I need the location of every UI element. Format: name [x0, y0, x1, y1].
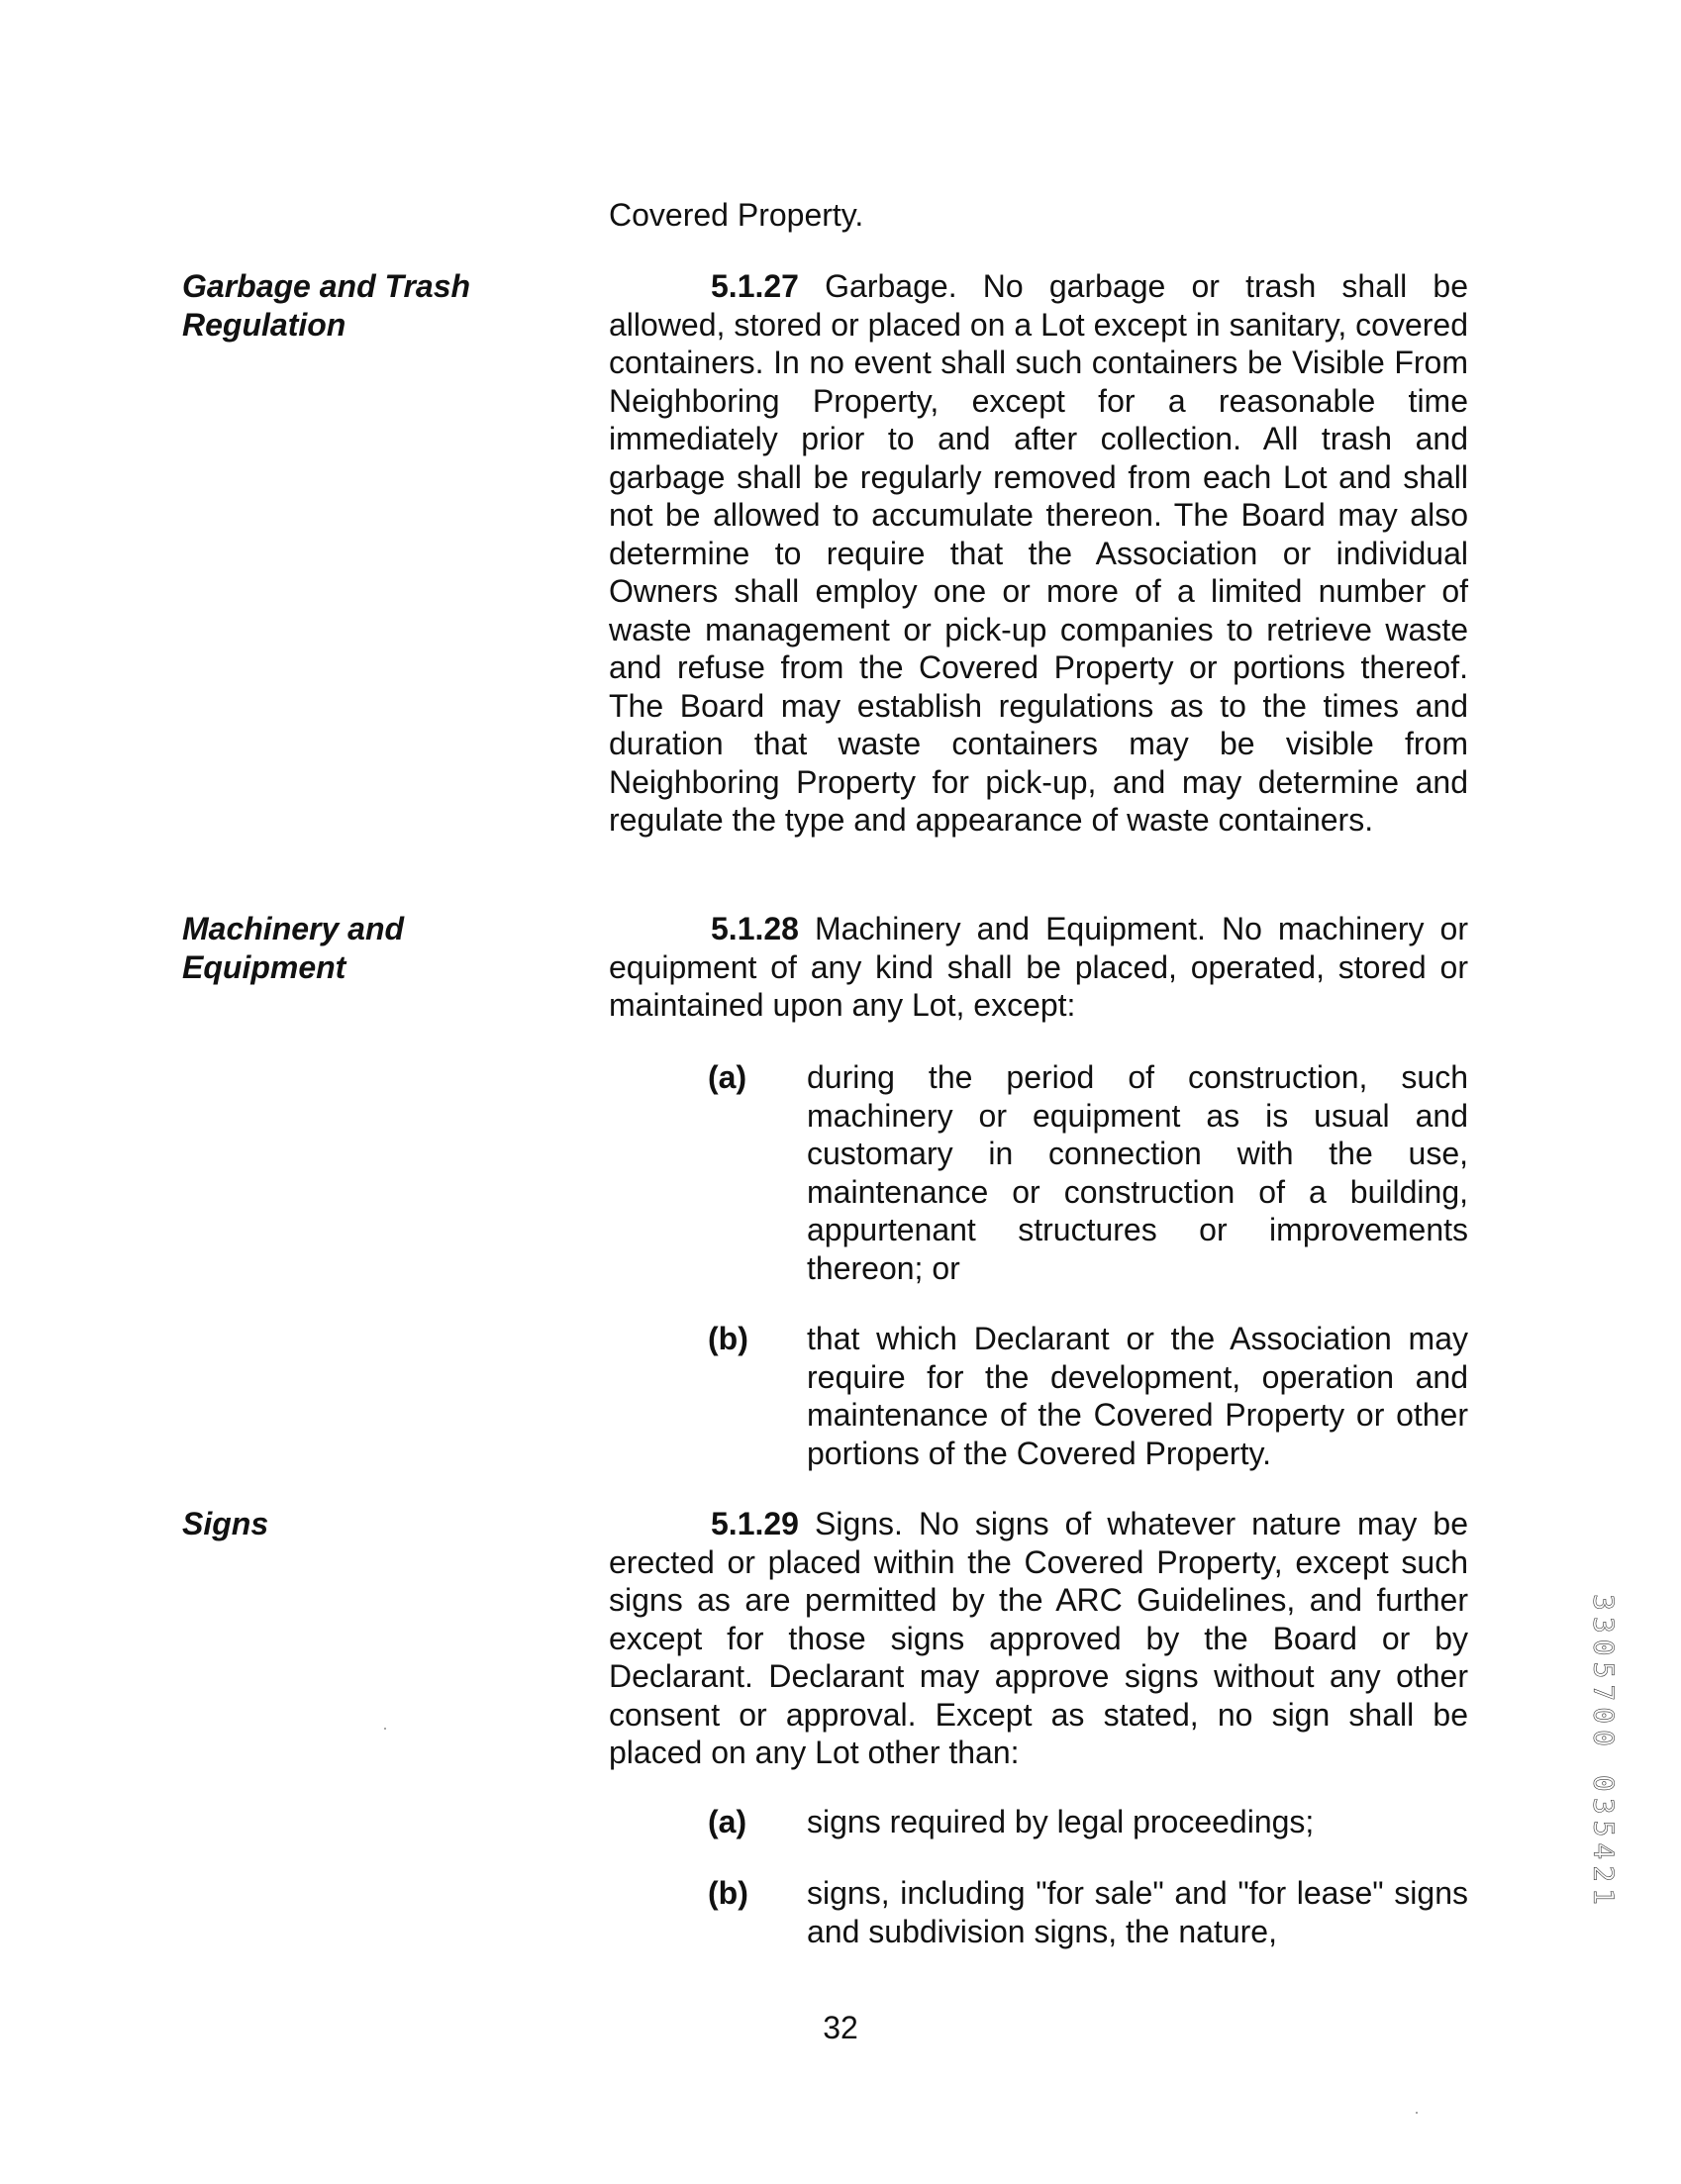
section-number-5-1-28: 5.1.28 [711, 911, 799, 946]
section-5-1-29-text: Signs. No signs of whatever nature may be erected or placed within the Covered Property, except such signs as are permitted by the ARC Guidelines, and further except for those signs approved by the Board or by Declarant. Declarant may approve signs without any other consent or approval. Except as stated, no sign shall be placed on any Lot other than: [609, 1506, 1469, 1770]
section-5-1-28-paragraph [609, 910, 1468, 1025]
machinery-item-b [708, 1320, 1468, 1473]
section-5-1-28-text: Machinery and Equipment. No machinery or equipment of any kind shall be placed, operated, stored or maintained upon any Lot, except: [609, 911, 1468, 1023]
machinery-item-a-label: (a) [708, 1059, 747, 1095]
machinery-item-a-text: during the period of construction, such machinery or equipment as is usual and customary in connection with the use, maintenance or construction of a building, appurtenant structures or improvements thereon; or [807, 1059, 1468, 1286]
scan-speck [1416, 2112, 1418, 2114]
scan-speck [384, 1728, 386, 1730]
page-number: 32 [823, 2010, 858, 2045]
side-heading-signs: Signs [182, 1506, 269, 1541]
signs-item-b-label: (b) [708, 1875, 748, 1911]
signs-item-a-label: (a) [708, 1804, 747, 1839]
side-heading-machinery-line2: Equipment [182, 948, 346, 985]
section-5-1-27-paragraph [609, 267, 1468, 840]
signs-item-a-text: signs required by legal proceedings; [807, 1804, 1315, 1839]
recording-stamp [1584, 1589, 1624, 1916]
section-5-1-29-paragraph [609, 1505, 1468, 1772]
side-heading-garbage [182, 267, 539, 344]
machinery-item-a [708, 1058, 1468, 1288]
section-number-5-1-27: 5.1.27 [711, 268, 799, 304]
side-heading-machinery [182, 910, 539, 986]
recording-stamp-text: 3305700 035421 [1587, 1593, 1621, 1912]
side-heading-garbage-line1: Garbage and Trash [182, 268, 471, 304]
section-5-1-27-text: Garbage. No garbage or trash shall be allowed, stored or placed on a Lot except in sanitary, covered containers. In no event shall such containers be Visible From Neighboring Property, except for a reasonable time immediately prior to and after collection. All trash and garbage shall be regularly removed from each Lot and shall not be allowed to accumulate thereon. The Board may also determine to require that the Association or individual Owners shall employ one or more of a limited number of waste management or pick-up companies to retrieve waste and refuse from the Covered Property or portions thereof. The Board may establish regulations as to the times and duration that waste containers may be visible from Neighboring Property for pick-up, and may determine and regulate the type and appearance of waste containers. [609, 268, 1469, 838]
side-heading-machinery-line1: Machinery and [182, 911, 405, 946]
signs-item-b-text: signs, including "for sale" and "for lease" signs and subdivision signs, the nature, [807, 1875, 1468, 1949]
signs-item-b [708, 1874, 1468, 1951]
signs-item-a [708, 1803, 1468, 1842]
side-heading-garbage-line2: Regulation [182, 306, 346, 343]
machinery-item-b-text: that which Declarant or the Association may require for the development, operation and maintenance of the Covered Property or other portions of the Covered Property. [807, 1321, 1468, 1471]
continuation-text: Covered Property. [609, 197, 864, 233]
section-number-5-1-29: 5.1.29 [711, 1506, 799, 1541]
machinery-item-b-label: (b) [708, 1321, 748, 1356]
